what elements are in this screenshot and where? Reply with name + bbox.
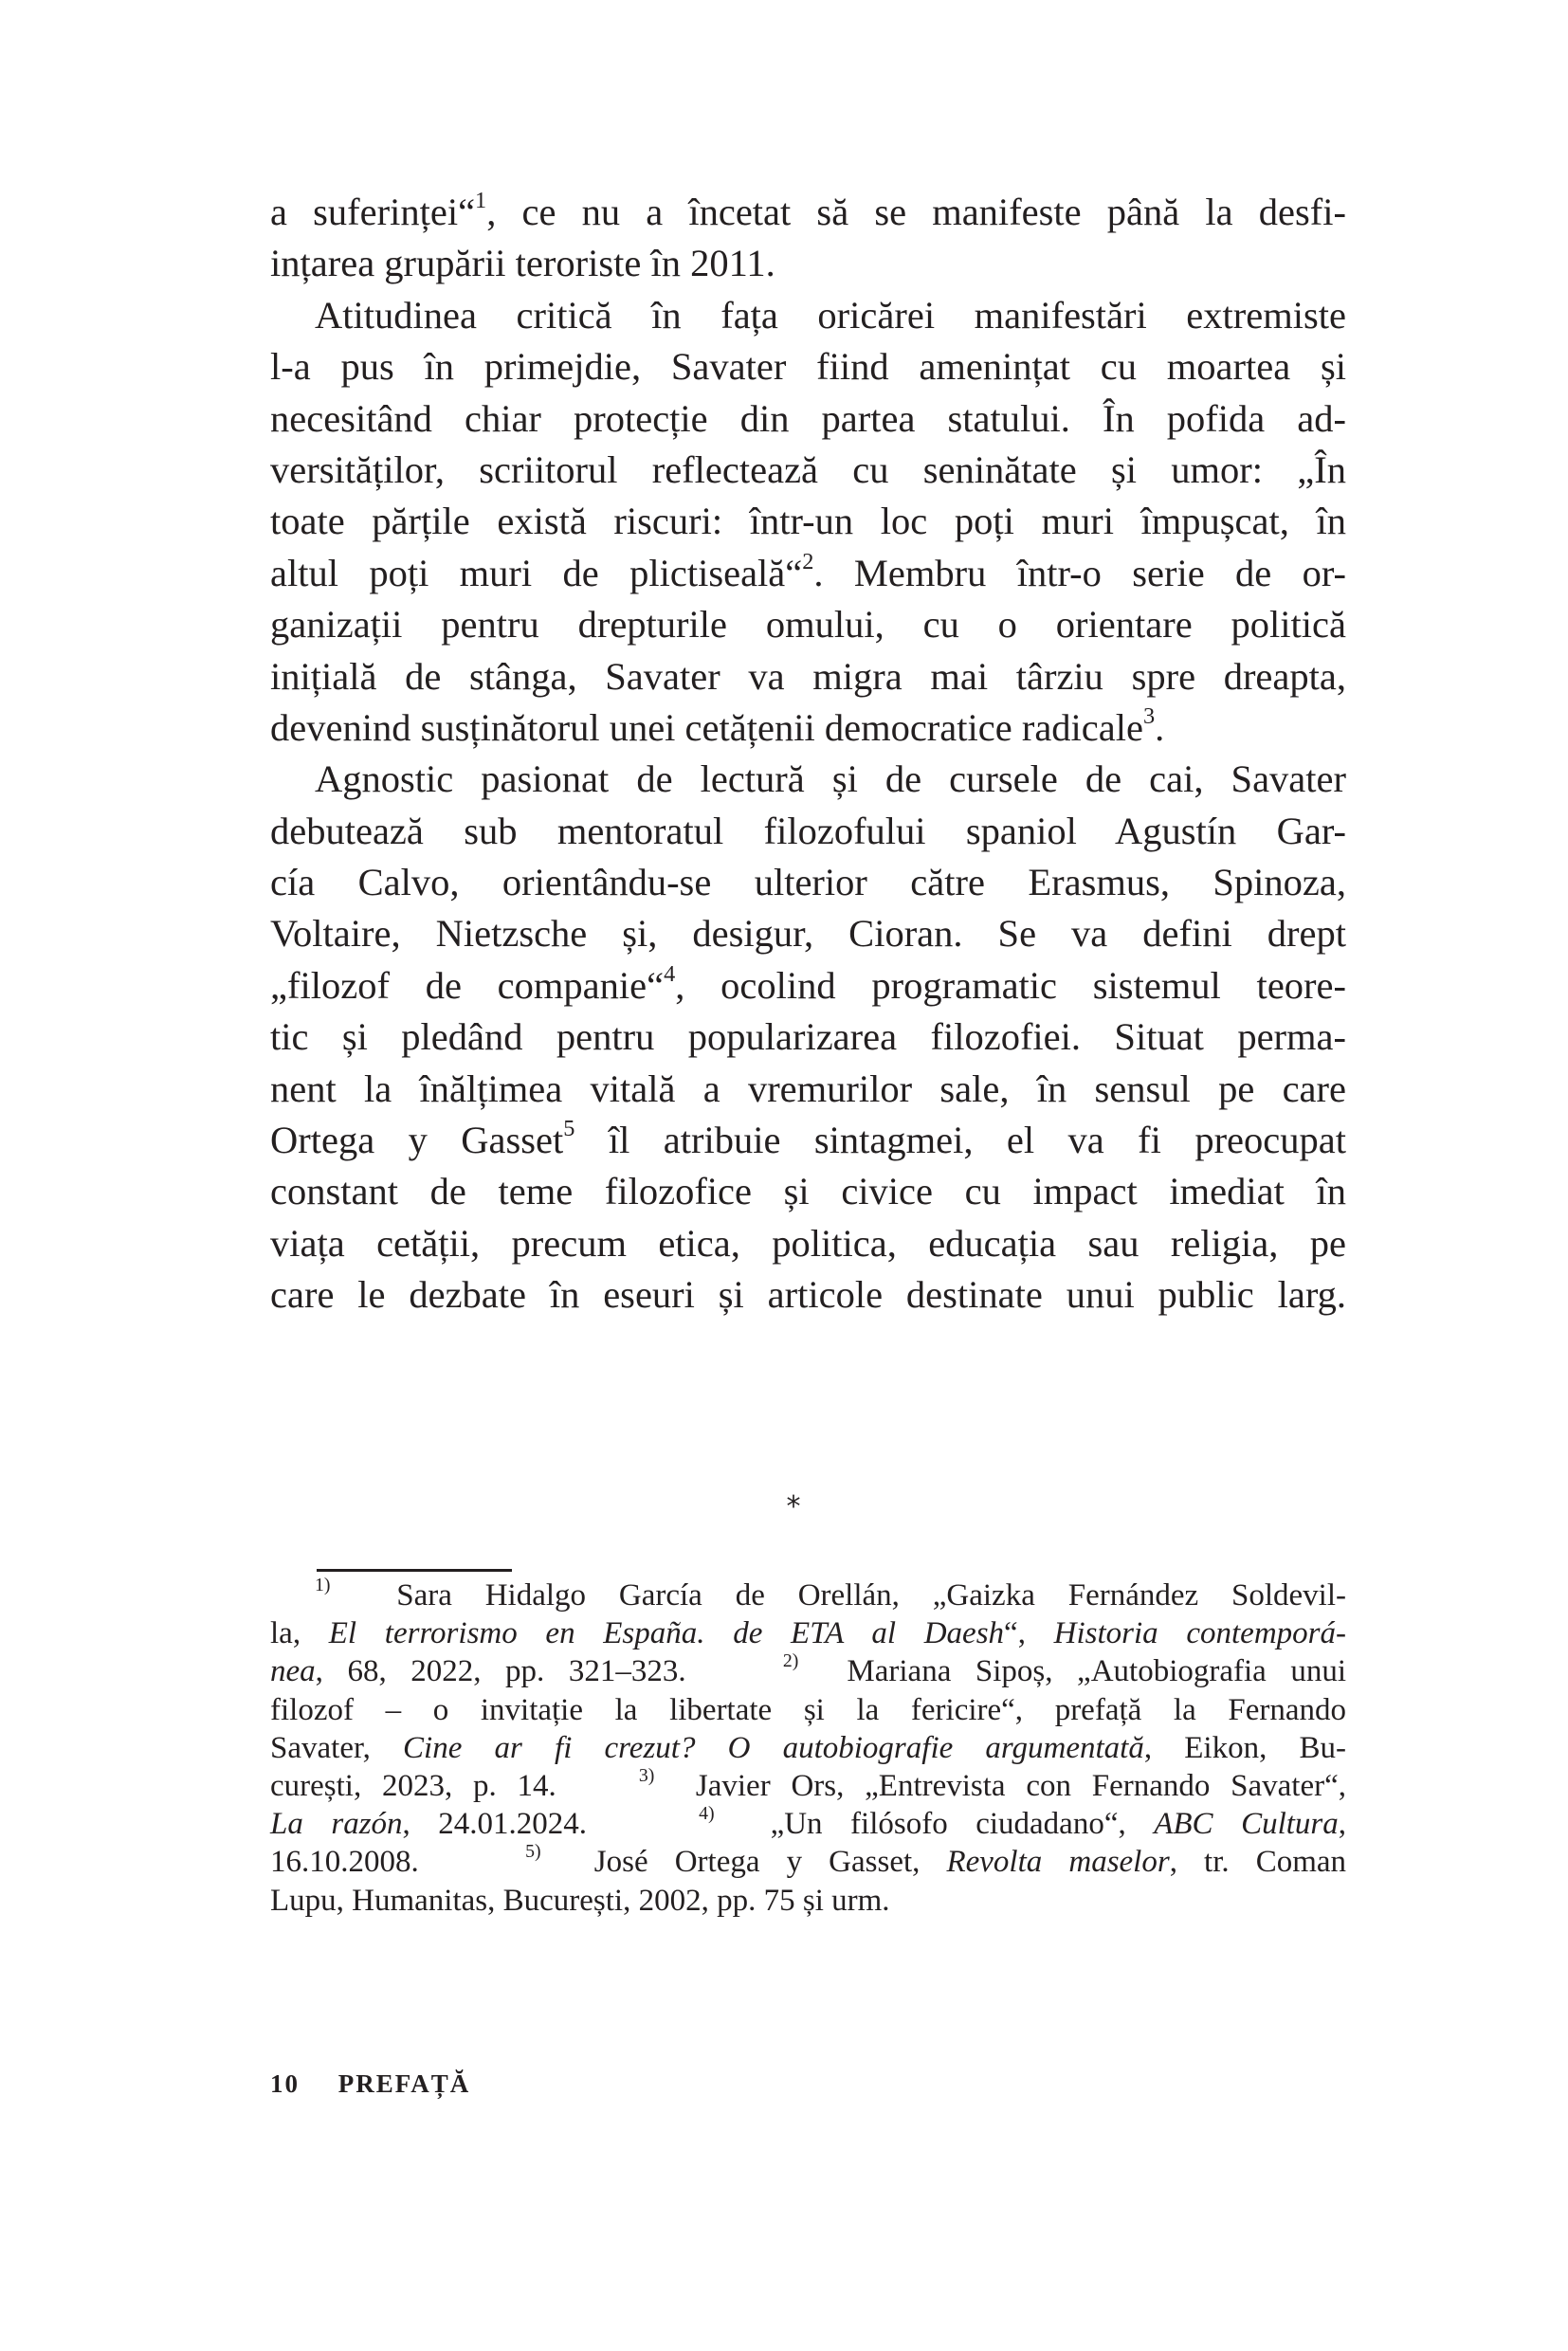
text-line: necesitând chiar protecție din partea statului. În pofida ad-	[270, 396, 1346, 440]
footnote-line: la, El terrorismo en España. de ETA al Daesh“, Historia contemporá-	[270, 1616, 1346, 1651]
text-line: ințarea grupării teroriste în 2011.	[270, 242, 775, 285]
text-line: l-a pus în primejdie, Savater fiind amenințat cu moartea și	[270, 345, 1346, 389]
text-line: „filozof de companie“$^4$, ocolind programatic sistemul teore-	[270, 960, 1346, 1007]
footnote-ref-5: 5	[563, 1115, 575, 1141]
footnote-ref-4: 4	[664, 960, 676, 987]
text-line: viața cetății, precum etica, politica, educația sau religia, pe	[270, 1221, 1346, 1265]
text-line: nent la înălțimea vitală a vremurilor sale, în sensul pe care	[270, 1066, 1346, 1110]
text-line: toate părțile există riscuri: într-un loc poți muri împușcat, în	[270, 500, 1346, 543]
text-line: tic și pledând pentru popularizarea filozofiei. Situat perma-	[270, 1015, 1346, 1059]
footnote-number-5: 5)	[525, 1841, 541, 1863]
text-line: devenind susținătorul unei cetățenii democratice radicale$^3$.	[270, 702, 1165, 749]
footnote-line: $^{1)}$ Sara Hidalgo García de Orellán, „Gaizka Fernández Soldevil-	[315, 1575, 1347, 1613]
footnote-line: Savater, Cine ar fi crezut? O autobiografie argumentată, Eikon, Bu-	[270, 1730, 1347, 1765]
footnote-ref-2: 2	[802, 548, 814, 574]
footnote-line: La razón, 24.01.2024. $^{4)}$ „Un filósofo ciudadano“, ABC Cultura,	[270, 1803, 1347, 1842]
footnote-number-1: 1)	[315, 1575, 331, 1596]
page-number: 10	[270, 2069, 300, 2098]
main-text	[270, 187, 1346, 1321]
text-line: altul poți muri de plictiseală“$^2$. Membru într-o serie de or-	[270, 548, 1347, 594]
footnote-line: filozof – o invitație la libertate și la fericire“, prefață la Fernando	[270, 1692, 1346, 1727]
paragraph-start: Atitudinea critică în fața oricărei manifestări extremiste	[315, 293, 1346, 337]
text-line: a suferinței“$^1$, ce nu a încetat să se manifeste până la desfi-	[270, 187, 1346, 233]
paragraph-start: Agnostic pasionat de lectură și de cursele de cai, Savater	[315, 757, 1346, 801]
text-line: ganizații pentru drepturile omului, cu o orientare politică	[270, 603, 1346, 647]
text-line: Voltaire, Nietzsche și, desigur, Cioran. Se va defini drept	[270, 912, 1346, 956]
footnote-number-3: 3)	[638, 1765, 655, 1787]
footnote-number-2: 2)	[782, 1650, 799, 1672]
text-line: constant de teme filozofice și civice cu impact imediat în	[270, 1170, 1346, 1213]
text-line: care le dezbate în eseuri și articole destinate unui public larg.	[270, 1273, 1346, 1317]
text-line: inițială de stânga, Savater va migra mai târziu spre dreapta,	[270, 654, 1346, 698]
footnote-ref-3: 3	[1142, 702, 1156, 729]
running-footer	[270, 2069, 470, 2099]
text-line: debutează sub mentoratul filozofului spaniol Agustín Gar-	[270, 809, 1346, 852]
footnote-line: 16.10.2008. $^{5)}$ José Ortega y Gasset, Revolta maselor, tr. Coman	[270, 1841, 1347, 1880]
section-separator-asterisk: *	[786, 1490, 801, 1523]
text-line: versităților, scriitorul reflectează cu seninătate și umor: „În	[270, 447, 1346, 491]
footnote-number-4: 4)	[699, 1803, 715, 1825]
footnote-rule	[317, 1569, 512, 1572]
footnote-line: Lupu, Humanitas, București, 2002, pp. 75 și urm.	[270, 1883, 890, 1918]
text-line: cía Calvo, orientându-se ulterior către Erasmus, Spinoza,	[270, 861, 1346, 904]
footnote-ref-1: 1	[475, 187, 487, 213]
footnote-line: nea, 68, 2022, pp. 321–323. $^{2)}$ Mariana Sipoș, „Autobiografia unui	[270, 1650, 1347, 1689]
footnote-line: curești, 2023, p. 14. $^{3)}$ Javier Ors, „Entrevista con Fernando Savater“,	[270, 1765, 1347, 1803]
text-line: Ortega y Gasset$^5$ îl atribuie sintagmei, el va fi preocupat	[270, 1115, 1346, 1162]
footnotes	[270, 1576, 1346, 1920]
section-title: PREFAȚĂ	[337, 2069, 471, 2098]
